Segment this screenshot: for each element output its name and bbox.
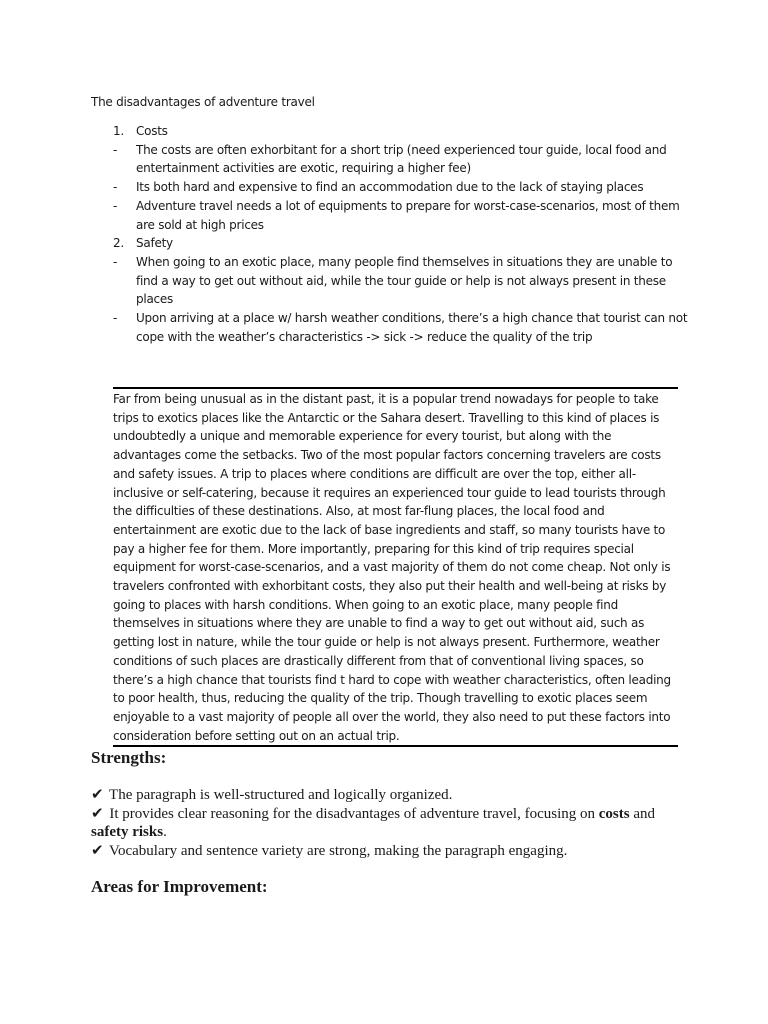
check-mark-icon: ✔ — [91, 787, 104, 803]
outline-dash-item — [91, 253, 691, 309]
list-number: 1. — [113, 124, 124, 138]
strength-text: Vocabulary and sentence variety are strong, making the paragraph engaging. — [105, 842, 568, 859]
strength-item — [91, 786, 691, 805]
improvement-heading: Areas for Improvement: — [91, 877, 268, 896]
outline-item-text: Upon arriving at a place w/ harsh weather conditions, there’s a high chance that tourist can not cope with the weather’s characteristics -> sick -> reduce the quality of the trip — [136, 311, 688, 344]
strength-item — [91, 842, 691, 861]
outline-item-text: Safety — [136, 236, 173, 251]
essay-paragraph: Far from being unusual as in the distant past, it is a popular trend nowadays for people to take trips to exotics places like the Antarctic or the Sahara desert. Travelling to this kind of places is undoubtedly a unique and memorable experience for every tourist, but along with the advantages come the setbacks. Two of the most popular factors concerning travelers are costs and safety issues. A trip to places where conditions are difficult are over the top, either all-inclusive or self-catering, because it requires an experienced tour guide to lead tourists through the difficulties of these destinations. Also, at most far-flung places, the local food and entertainment are exotic due to the lack of base ingredients and staff, so many tourists have to pay a higher fee for them. More importantly, preparing for this kind of trip requires special equipment for worst-case-scenarios, and a vast majority of them do not come cheap. Not only is travelers confronted with exhorbitant costs, they also put their health and well-being at risks by going to places with harsh conditions. When going to an exotic place, many people find themselves in situations where they are unable to find a way to get out without aid, such as getting lost in nature, while the tour guide or help is not always present. Furthermore, weather conditions of such places are drastically different from that of conventional living spaces, so there’s a high chance that tourists find t hard to cope with weather characteristics, often leading to poor health, thus, reducing the quality of the trip. Though travelling to exotic places seem enjoyable to a vast majority of people all over the world, they also need to put these factors into consideration before setting out on an actual trip. — [113, 392, 671, 743]
check-mark-icon: ✔ — [91, 805, 104, 822]
strength-text: The paragraph is well-structured and logically organized. — [105, 787, 453, 803]
outline-dash-item — [91, 309, 691, 346]
list-dash: - — [113, 180, 118, 195]
strengths-heading: Strengths: — [91, 748, 167, 767]
strength-item — [91, 805, 691, 842]
check-mark-icon: ✔ — [91, 842, 104, 859]
outline-dash-item — [91, 141, 691, 178]
outline-item-text: Adventure travel needs a lot of equipments to prepare for worst-case-scenarios, most of them are sold at high prices — [136, 198, 680, 232]
strength-emphasis: costs — [598, 805, 630, 822]
outline-item-text: When going to an exotic place, many people find themselves in situations they are unable to find a way to get out without aid, while the tour guide or help is not always present in these places — [136, 254, 673, 307]
outline-numbered-item — [91, 234, 691, 253]
list-dash: - — [113, 254, 118, 269]
outline-item-text: Its both hard and expensive to find an accommodation due to the lack of staying places — [136, 180, 644, 195]
strength-text: It provides clear reasoning for the disadvantages of adventure travel, focusing on — [105, 805, 599, 822]
outline-dash-item — [91, 197, 691, 234]
strengths-list — [91, 786, 691, 860]
list-dash: - — [113, 142, 118, 157]
strength-text: . — [163, 824, 167, 840]
outline-numbered-item — [91, 122, 691, 141]
document-title: The disadvantages of adventure travel — [91, 95, 315, 109]
strength-text: and — [629, 805, 655, 822]
list-dash: - — [113, 311, 118, 326]
outline-list — [91, 122, 691, 346]
list-dash: - — [113, 198, 118, 213]
outline-item-text: The costs are often exhorbitant for a short trip (need experienced tour guide, local food and entertainment activities are exotic, requiring a higher fee) — [136, 142, 667, 176]
essay-paragraph-box — [113, 387, 678, 747]
list-number: 2. — [113, 236, 124, 251]
strength-emphasis: safety risks — [91, 824, 164, 840]
outline-item-text: Costs — [136, 124, 168, 138]
outline-dash-item — [91, 178, 691, 197]
